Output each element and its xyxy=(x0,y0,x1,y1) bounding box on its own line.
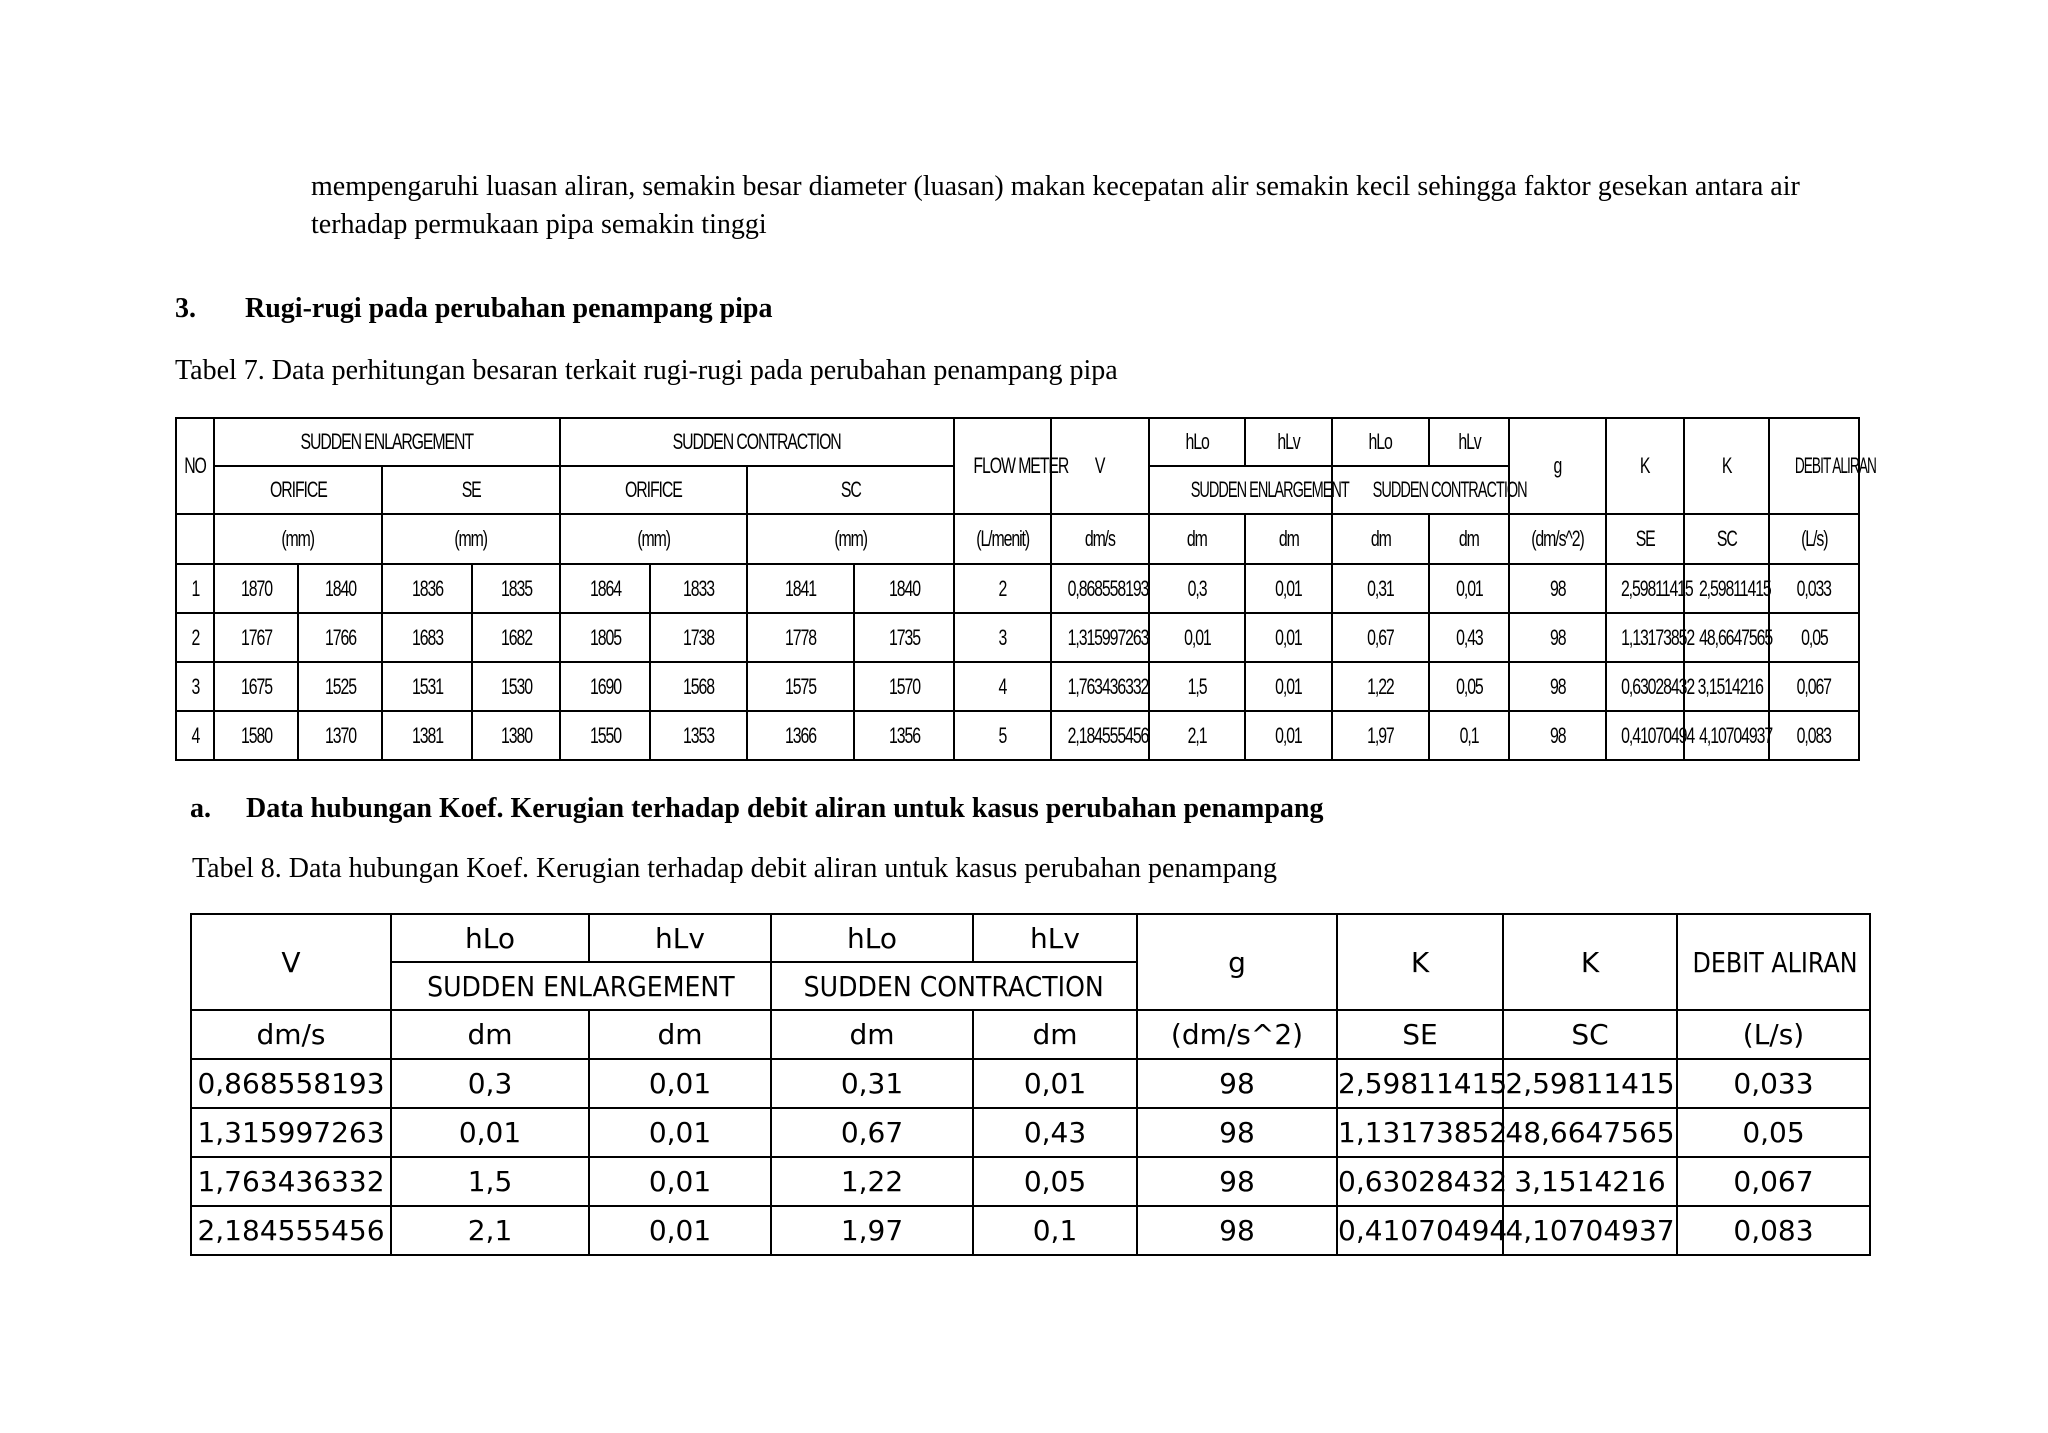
t7-row xyxy=(176,662,1859,711)
t8-header-hl-se: SUDDEN ENLARGEMENT xyxy=(391,962,771,1010)
t7-cell: 1580 xyxy=(214,711,298,760)
t8-cell: 0,41070494 xyxy=(1337,1206,1503,1255)
table-8 xyxy=(190,913,1871,1256)
t7-unit-cell: (mm) xyxy=(560,514,747,564)
t8-cell: 1,315997263 xyxy=(191,1108,391,1157)
t7-cell: 2,1 xyxy=(1149,711,1245,760)
t8-row xyxy=(191,1157,1870,1206)
section-a-heading xyxy=(190,792,1324,826)
t8-unit-cell: dm xyxy=(973,1010,1137,1059)
t7-unit-cell: dm/s xyxy=(1051,514,1149,564)
t7-header-se: SE xyxy=(382,466,560,514)
t7-cell: 1778 xyxy=(747,613,854,662)
t8-header-v: V xyxy=(191,914,391,1010)
t8-cell: 98 xyxy=(1137,1059,1337,1108)
t7-cell: 1,315997263 xyxy=(1051,613,1149,662)
t7-cell: 2,59811415 xyxy=(1606,564,1684,613)
t7-cell: 1690 xyxy=(560,662,650,711)
t7-cell: 1,97 xyxy=(1332,711,1429,760)
t7-cell: 48,6647565 xyxy=(1684,613,1769,662)
t7-cell: 1675 xyxy=(214,662,298,711)
section-a-number: a. xyxy=(190,793,211,824)
t7-unit-cell: (mm) xyxy=(382,514,560,564)
t7-header-sc: SC xyxy=(747,466,954,514)
t7-cell: 1836 xyxy=(382,564,472,613)
intro-line-1: mempengaruhi luasan aliran, semakin besar diameter (luasan) makan kecepatan alir semakin kecil sehingga faktor gesekan antara air xyxy=(311,171,1800,202)
t7-unit-empty xyxy=(176,514,214,564)
t8-cell: 0,1 xyxy=(973,1206,1137,1255)
t8-cell: 2,184555456 xyxy=(191,1206,391,1255)
section-a-title: Data hubungan Koef. Kerugian terhadap debit aliran untuk kasus perubahan penampang xyxy=(246,793,1324,824)
t7-header-hl-se: SUDDEN ENLARGEMENT xyxy=(1149,466,1332,514)
t7-cell: 0,01 xyxy=(1245,613,1332,662)
t7-cell: 1381 xyxy=(382,711,472,760)
t7-header-k-1: K xyxy=(1606,418,1684,514)
t8-cell: 2,59811415 xyxy=(1337,1059,1503,1108)
t7-cell: 1550 xyxy=(560,711,650,760)
t8-header-hlv-2: hLv xyxy=(973,914,1137,962)
t7-cell: 1767 xyxy=(214,613,298,662)
t7-unit-cell: (mm) xyxy=(214,514,382,564)
t8-body xyxy=(191,1059,1870,1255)
t7-cell: 4 xyxy=(176,711,214,760)
t7-header-flow-meter: FLOW METER xyxy=(954,418,1051,514)
t7-unit-cell: dm xyxy=(1332,514,1429,564)
t7-unit-cell: SE xyxy=(1606,514,1684,564)
t7-cell: 4 xyxy=(954,662,1051,711)
t7-cell: 5 xyxy=(954,711,1051,760)
t7-header-hlv-2: hLv xyxy=(1429,418,1509,466)
intro-line-2: terhadap permukaan pipa semakin tinggi xyxy=(311,209,767,240)
t7-cell: 1,13173852 xyxy=(1606,613,1684,662)
t7-cell: 98 xyxy=(1509,662,1606,711)
table-8-caption: Tabel 8. Data hubungan Koef. Kerugian terhadap debit aliran untuk kasus perubahan penampang xyxy=(192,853,1277,884)
t8-cell: 0,63028432 xyxy=(1337,1157,1503,1206)
t7-cell: 1380 xyxy=(472,711,560,760)
t7-unit-cell: (dm/s^2) xyxy=(1509,514,1606,564)
t7-header-g: g xyxy=(1509,418,1606,514)
t8-unit-cell: dm xyxy=(771,1010,973,1059)
t8-cell: 0,43 xyxy=(973,1108,1137,1157)
t7-header-sudden-contraction: SUDDEN CONTRACTION xyxy=(560,418,954,466)
t8-cell: 0,05 xyxy=(1677,1108,1870,1157)
t8-cell: 0,01 xyxy=(589,1059,771,1108)
t8-cell: 98 xyxy=(1137,1108,1337,1157)
t8-cell: 0,05 xyxy=(973,1157,1137,1206)
t7-cell: 1,5 xyxy=(1149,662,1245,711)
t7-cell: 98 xyxy=(1509,613,1606,662)
t7-cell: 0,3 xyxy=(1149,564,1245,613)
t8-cell: 98 xyxy=(1137,1206,1337,1255)
t7-cell: 1370 xyxy=(298,711,382,760)
t7-cell: 0,67 xyxy=(1332,613,1429,662)
t7-cell: 1840 xyxy=(298,564,382,613)
t7-cell: 0,1 xyxy=(1429,711,1509,760)
t7-cell: 1738 xyxy=(650,613,747,662)
t7-cell: 98 xyxy=(1509,711,1606,760)
t7-unit-cell: SC xyxy=(1684,514,1769,564)
t7-unit-cell: (L/s) xyxy=(1769,514,1859,564)
t7-cell: 0,868558193 xyxy=(1051,564,1149,613)
t7-cell: 0,01 xyxy=(1429,564,1509,613)
t7-cell: 0,43 xyxy=(1429,613,1509,662)
t7-header-hl-sc: SUDDEN CONTRACTION xyxy=(1332,466,1509,514)
table-7 xyxy=(175,417,1876,761)
t8-header-hl-sc: SUDDEN CONTRACTION xyxy=(771,962,1137,1010)
t7-header-orifice-2: ORIFICE xyxy=(560,466,747,514)
t8-header-hlv-1: hLv xyxy=(589,914,771,962)
t7-unit-cell: (mm) xyxy=(747,514,954,564)
t7-cell: 3,1514216 xyxy=(1684,662,1769,711)
t7-header-no: NO xyxy=(176,418,214,514)
t8-header-k-1: K xyxy=(1337,914,1503,1010)
t7-cell: 1356 xyxy=(854,711,954,760)
t8-cell: 0,01 xyxy=(589,1108,771,1157)
t7-cell: 1575 xyxy=(747,662,854,711)
t7-cell: 3 xyxy=(954,613,1051,662)
t7-cell: 1766 xyxy=(298,613,382,662)
t7-cell: 1,22 xyxy=(1332,662,1429,711)
t8-cell: 2,1 xyxy=(391,1206,589,1255)
t8-cell: 98 xyxy=(1137,1157,1337,1206)
t8-header-hlo-2: hLo xyxy=(771,914,973,962)
t7-cell: 1530 xyxy=(472,662,560,711)
t7-cell: 0,63028432 xyxy=(1606,662,1684,711)
t8-unit-cell: (dm/s^2) xyxy=(1137,1010,1337,1059)
t8-cell: 0,033 xyxy=(1677,1059,1870,1108)
t7-header-sudden-enlargement: SUDDEN ENLARGEMENT xyxy=(214,418,560,466)
t8-cell: 48,6647565 xyxy=(1503,1108,1677,1157)
t8-header-debit: DEBIT ALIRAN xyxy=(1677,914,1870,1010)
t7-cell: 2 xyxy=(176,613,214,662)
t8-cell: 0,083 xyxy=(1677,1206,1870,1255)
t7-row xyxy=(176,613,1859,662)
t7-cell: 1682 xyxy=(472,613,560,662)
t7-header-debit: DEBIT ALIRAN xyxy=(1769,418,1859,514)
t8-units-row xyxy=(191,1010,1870,1059)
t7-row xyxy=(176,564,1859,613)
t8-cell: 1,97 xyxy=(771,1206,973,1255)
section-3-heading xyxy=(175,292,773,326)
t8-cell: 1,22 xyxy=(771,1157,973,1206)
t7-cell: 1841 xyxy=(747,564,854,613)
table-7-caption: Tabel 7. Data perhitungan besaran terkait rugi-rugi pada perubahan penampang pipa xyxy=(175,355,1118,386)
t8-cell: 0,01 xyxy=(589,1157,771,1206)
t8-cell: 0,01 xyxy=(589,1206,771,1255)
t7-cell: 1525 xyxy=(298,662,382,711)
t8-cell: 0,01 xyxy=(973,1059,1137,1108)
t7-header-hlo-2: hLo xyxy=(1332,418,1429,466)
t7-cell: 0,033 xyxy=(1769,564,1859,613)
t7-cell: 0,05 xyxy=(1429,662,1509,711)
t8-unit-cell: SE xyxy=(1337,1010,1503,1059)
t8-unit-cell: SC xyxy=(1503,1010,1677,1059)
t7-units-row xyxy=(176,514,1859,564)
t7-cell: 1835 xyxy=(472,564,560,613)
section-3-title: Rugi-rugi pada perubahan penampang pipa xyxy=(245,293,773,324)
t8-header-k-2: K xyxy=(1503,914,1677,1010)
t7-cell: 1353 xyxy=(650,711,747,760)
t8-cell: 0,67 xyxy=(771,1108,973,1157)
t8-header-g: g xyxy=(1137,914,1337,1010)
t8-cell: 1,763436332 xyxy=(191,1157,391,1206)
t8-cell: 0,01 xyxy=(391,1108,589,1157)
t7-cell: 2,59811415 xyxy=(1684,564,1769,613)
t8-cell: 4,10704937 xyxy=(1503,1206,1677,1255)
t7-body xyxy=(176,564,1859,760)
intro-paragraph xyxy=(311,168,1871,244)
t8-cell: 0,31 xyxy=(771,1059,973,1108)
t7-cell: 0,31 xyxy=(1332,564,1429,613)
t7-cell: 1,763436332 xyxy=(1051,662,1149,711)
t7-cell: 98 xyxy=(1509,564,1606,613)
t7-cell: 1833 xyxy=(650,564,747,613)
t8-unit-cell: (L/s) xyxy=(1677,1010,1870,1059)
t7-header-hlv-1: hLv xyxy=(1245,418,1332,466)
t7-cell: 2 xyxy=(954,564,1051,613)
t8-unit-cell: dm xyxy=(391,1010,589,1059)
t7-cell: 0,01 xyxy=(1245,662,1332,711)
t7-cell: 0,05 xyxy=(1769,613,1859,662)
t8-row xyxy=(191,1206,1870,1255)
t7-unit-cell: dm xyxy=(1149,514,1245,564)
t7-row xyxy=(176,711,1859,760)
t8-cell: 0,868558193 xyxy=(191,1059,391,1108)
t7-cell: 1735 xyxy=(854,613,954,662)
t7-cell: 1840 xyxy=(854,564,954,613)
t7-unit-cell: dm xyxy=(1429,514,1509,564)
t8-row xyxy=(191,1108,1870,1157)
t8-cell: 1,13173852 xyxy=(1337,1108,1503,1157)
t7-cell: 1366 xyxy=(747,711,854,760)
t7-cell: 0,01 xyxy=(1149,613,1245,662)
t7-cell: 1870 xyxy=(214,564,298,613)
t7-header-v: V xyxy=(1051,418,1149,514)
t7-header-hlo-1: hLo xyxy=(1149,418,1245,466)
t8-cell: 0,3 xyxy=(391,1059,589,1108)
t7-cell: 1531 xyxy=(382,662,472,711)
t7-cell: 1570 xyxy=(854,662,954,711)
t8-cell: 1,5 xyxy=(391,1157,589,1206)
t7-header-k-2: K xyxy=(1684,418,1769,514)
t7-header-orifice-1: ORIFICE xyxy=(214,466,382,514)
t8-cell: 3,1514216 xyxy=(1503,1157,1677,1206)
t8-header-hlo-1: hLo xyxy=(391,914,589,962)
t7-cell: 1864 xyxy=(560,564,650,613)
t7-cell: 1568 xyxy=(650,662,747,711)
t8-cell: 2,59811415 xyxy=(1503,1059,1677,1108)
t7-cell: 1 xyxy=(176,564,214,613)
t7-cell: 3 xyxy=(176,662,214,711)
t7-cell: 1805 xyxy=(560,613,650,662)
t7-unit-cell: (L/menit) xyxy=(954,514,1051,564)
section-3-number: 3. xyxy=(175,293,196,324)
t7-cell: 1683 xyxy=(382,613,472,662)
t7-cell: 0,067 xyxy=(1769,662,1859,711)
t8-cell: 0,067 xyxy=(1677,1157,1870,1206)
t7-cell: 0,41070494 xyxy=(1606,711,1684,760)
t7-cell: 2,184555456 xyxy=(1051,711,1149,760)
t8-unit-cell: dm xyxy=(589,1010,771,1059)
t8-row xyxy=(191,1059,1870,1108)
t7-cell: 4,10704937 xyxy=(1684,711,1769,760)
t7-cell: 0,01 xyxy=(1245,711,1332,760)
t7-unit-cell: dm xyxy=(1245,514,1332,564)
t7-cell: 0,083 xyxy=(1769,711,1859,760)
t7-cell: 0,01 xyxy=(1245,564,1332,613)
t8-unit-cell: dm/s xyxy=(191,1010,391,1059)
